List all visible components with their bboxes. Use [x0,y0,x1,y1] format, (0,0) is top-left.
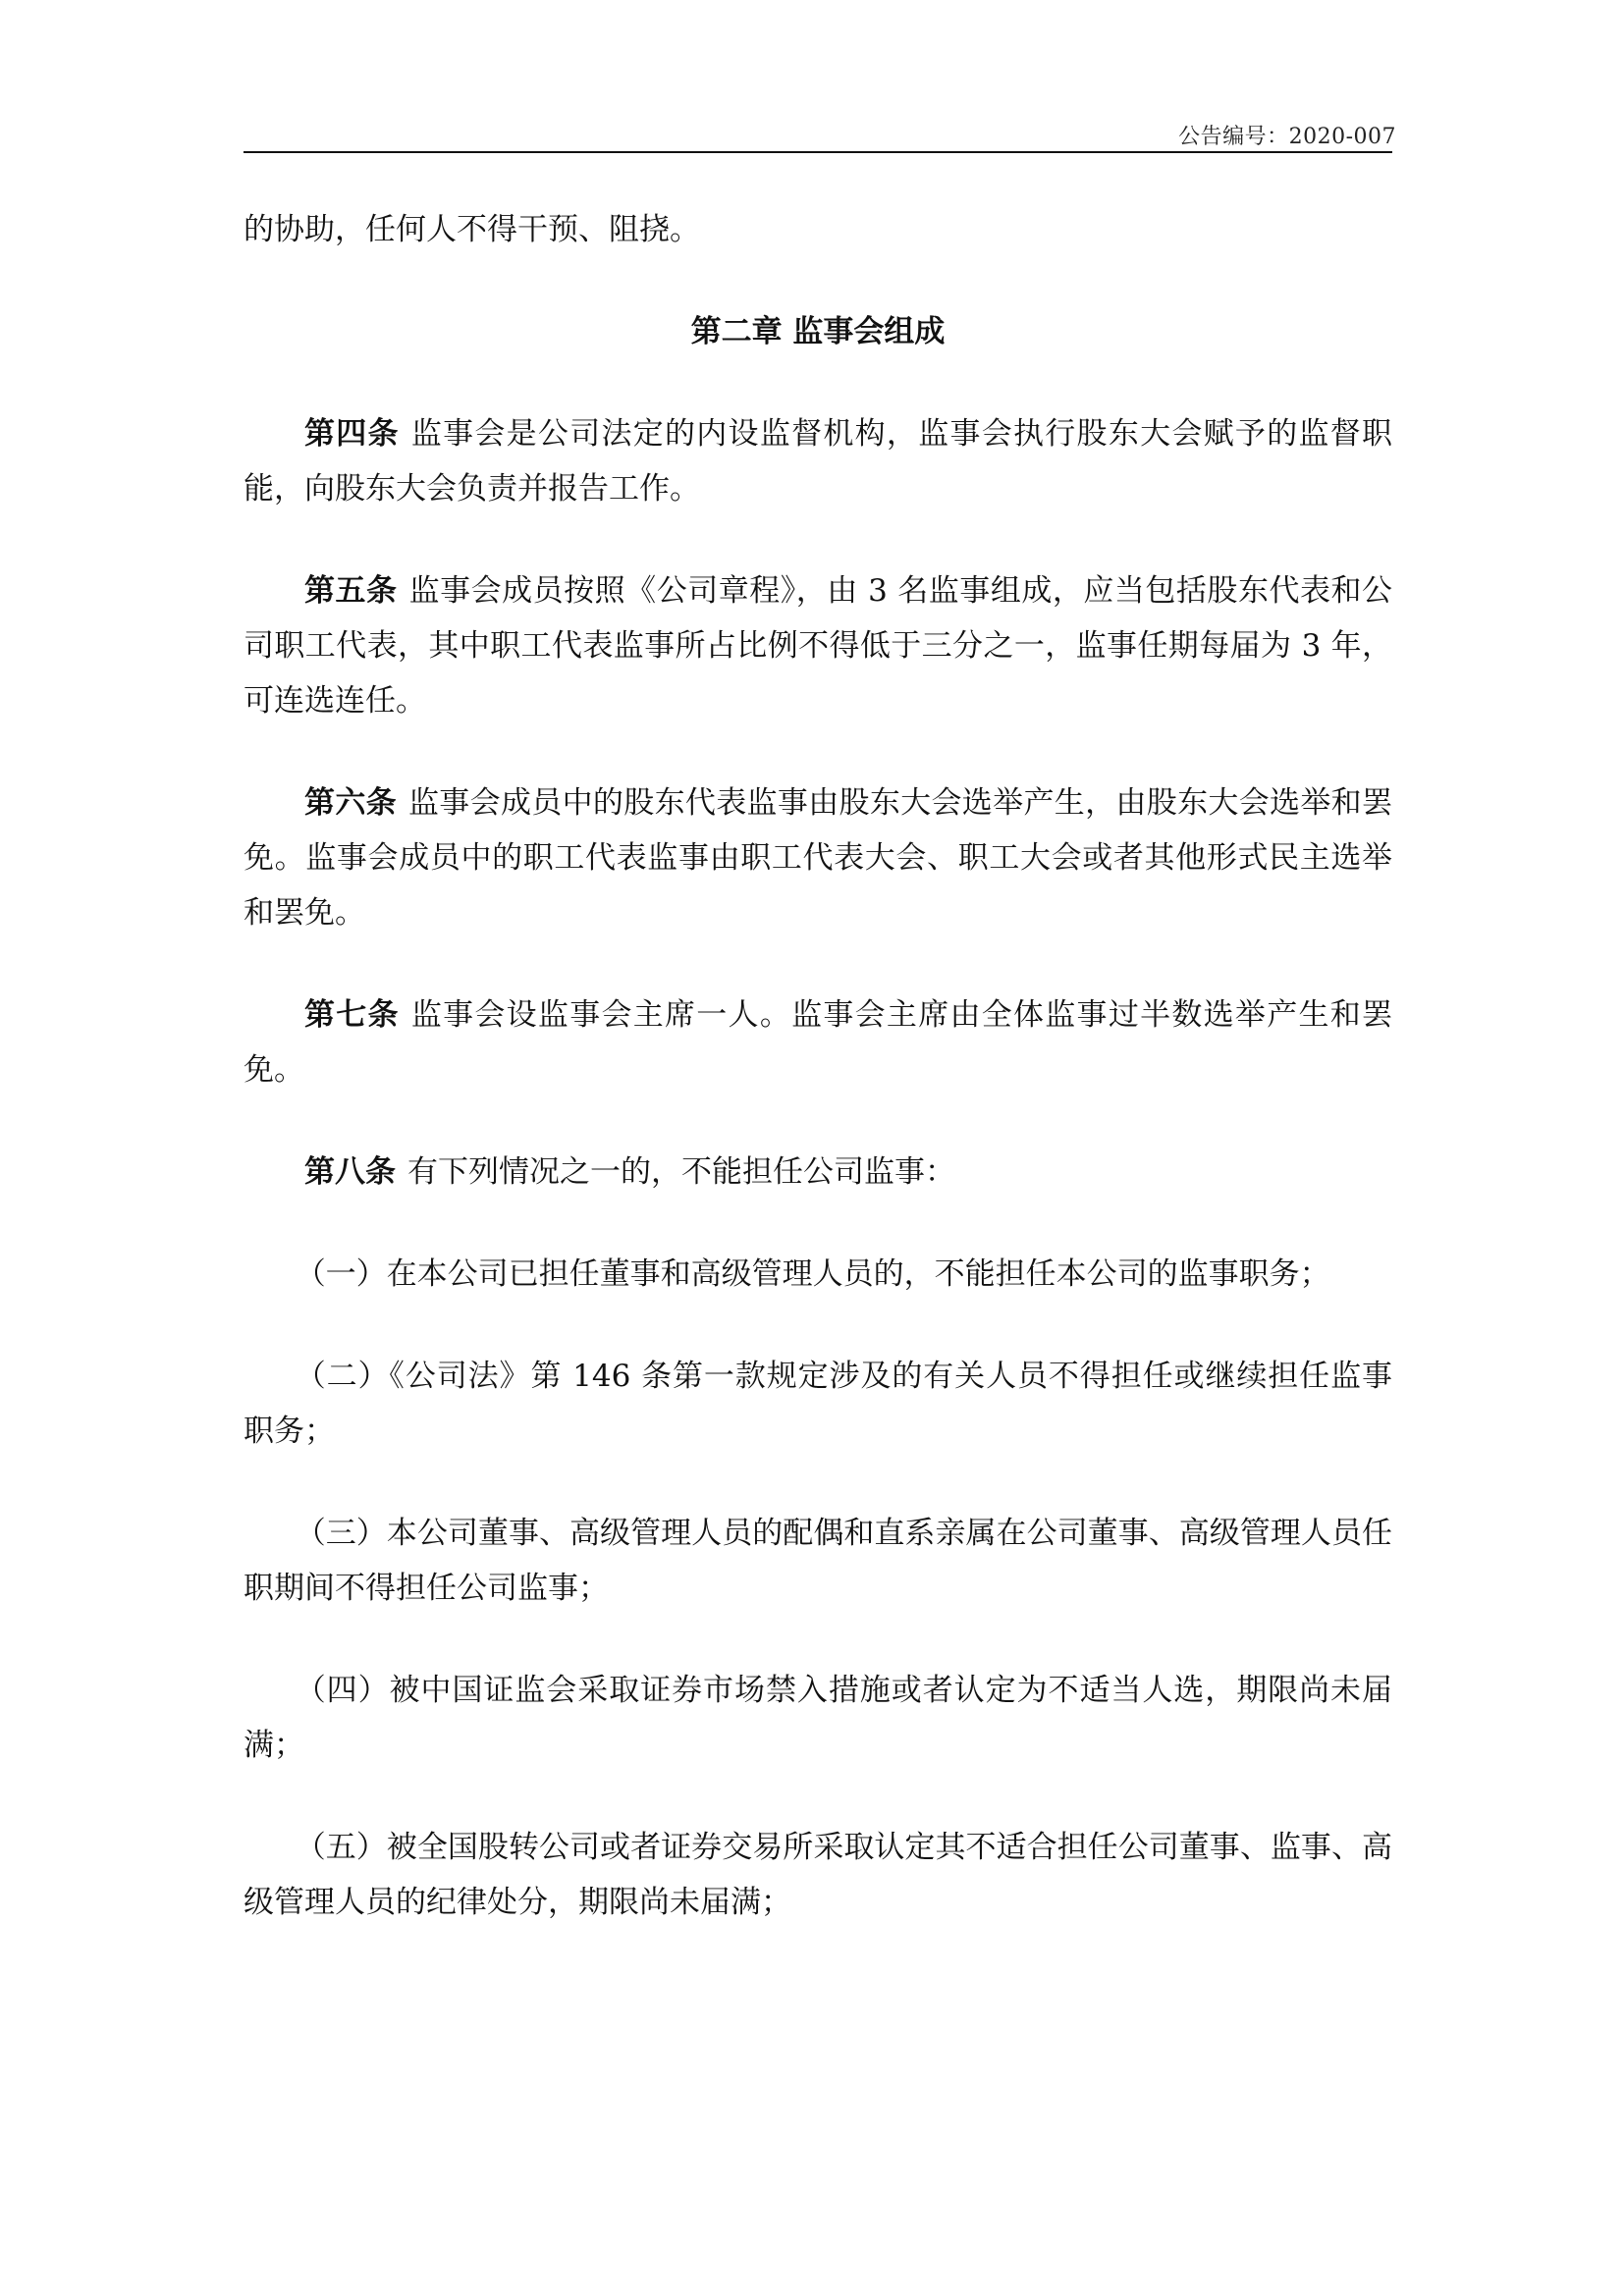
article-label: 第八条 [304,1154,396,1190]
chapter-title: 第二章 监事会组成 [690,314,946,349]
article-label: 第六条 [304,785,397,821]
article-6 [244,775,1392,940]
article-text: 监事会成员按照《公司章程》，由 3 名监事组成，应当包括股东代表和公司职工代表，其中职工代表监事所占比例不得低于三分之一，监事任期每届为 3 年，可连选连任。 [244,573,1393,719]
article-label: 第五条 [304,573,398,609]
continuation-text: 的协助，任何人不得干预、阻挠。 [244,212,700,247]
article-text: 有下列情况之一的，不能担任公司监事： [407,1154,955,1190]
article-text: 监事会是公司法定的内设监督机构，监事会执行股东大会赋予的监督职能，向股东大会负责并报告工作。 [244,416,1393,507]
list-item: （一）在本公司已担任董事和高级管理人员的，不能担任本公司的监事职务； [295,1256,1330,1292]
article-5 [244,563,1392,728]
list-item: （四）被中国证监会采取证券市场禁入措施或者认定为不适当人选，期限尚未届满； [244,1673,1392,1763]
document-body [244,202,1392,1977]
article-8 [244,1145,1392,1200]
list-item: （三）本公司董事、高级管理人员的配偶和直系亲属在公司董事、高级管理人员任职期间不得担任公司监事； [244,1516,1392,1606]
article-7 [244,988,1392,1097]
header-divider [244,151,1392,153]
article-4 [244,406,1392,516]
article-text: 监事会设监事会主席一人。监事会主席由全体监事过半数选举产生和罢免。 [244,997,1393,1088]
list-item: （二）《公司法》第 146 条第一款规定涉及的有关人员不得担任或继续担任监事职务； [244,1359,1392,1449]
list-item: （五）被全国股转公司或者证券交易所采取认定其不适合担任公司董事、监事、高级管理人员的纪律处分，期限尚未届满； [244,1830,1392,1920]
article-label: 第四条 [304,416,400,452]
announcement-number: 公告编号：2020-007 [1178,125,1396,149]
article-label: 第七条 [304,997,400,1033]
article-text: 监事会成员中的股东代表监事由股东大会选举产生，由股东大会选举和罢免。监事会成员中的职工代表监事由职工代表大会、职工大会或者其他形式民主选举和罢免。 [244,785,1393,931]
